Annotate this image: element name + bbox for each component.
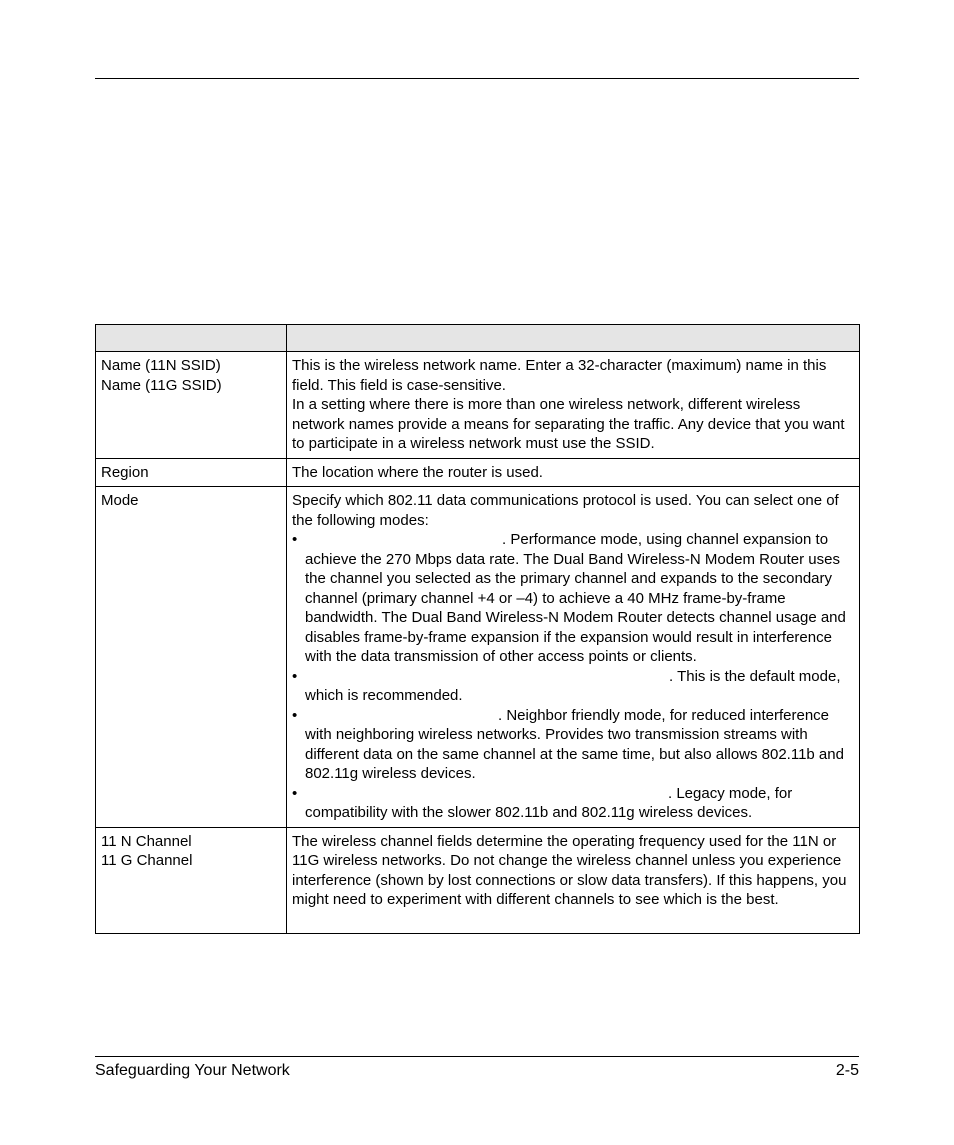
setting-cell (96, 827, 287, 933)
bullet-icon: • (292, 531, 298, 548)
bullet-text: This is the default mode, which is recommended. (305, 667, 841, 704)
header-setting (96, 325, 287, 352)
settings-table (95, 324, 860, 934)
header-rule (95, 78, 859, 79)
table-row (96, 458, 860, 487)
bullet-separator: . (498, 706, 507, 724)
setting-label: Region (101, 463, 149, 481)
mode-bullet (292, 530, 854, 667)
bullet-text: Legacy mode, for compatibility with the slower 802.11b and 802.11g wireless devices. (305, 784, 793, 821)
description-cell (287, 827, 860, 933)
description-cell (287, 487, 860, 828)
description-text: The location where the router is used. (292, 463, 543, 481)
bullet-icon: • (292, 667, 298, 685)
setting-label: 11 N Channel (101, 832, 192, 850)
bullet-separator: . (502, 531, 511, 548)
setting-cell (96, 458, 287, 487)
table-row (96, 827, 860, 933)
bullet-separator: . (668, 784, 677, 802)
bullet-text: Performance mode, using channel expansion to achieve the 270 Mbps data rate. The Dual Band Wireless-N Modem Router uses the channel you selected as the primary channel and expands to the secondary channel (primary channel +4 or –4) to achieve a 40 MHz frame-by-frame bandwidth. The Dual Band Wireless-N Modem Router detects channel usage and disables frame-by-frame expansion if the expansion would result in interference with the data transmission of other access points or clients. (305, 531, 846, 665)
mode-bullet (292, 667, 854, 706)
footer-page-number: 2-5 (835, 1062, 859, 1079)
description-cell (287, 352, 860, 459)
bullet-icon: • (292, 784, 298, 802)
setting-cell (96, 352, 287, 459)
setting-label: Name (11G SSID) (101, 376, 222, 394)
header-description (287, 325, 860, 352)
mode-bullet (292, 784, 854, 823)
description-cell (287, 458, 860, 487)
setting-label: 11 G Channel (101, 852, 193, 869)
bullet-separator: . (669, 667, 678, 685)
footer-rule (95, 1056, 859, 1057)
bullet-text: Neighbor friendly mode, for reduced interference with neighboring wireless networks. Provides two transmission streams with different data on the same channel at the same time, but also allows 802.11b and 802.11g wireless devices. (305, 706, 844, 782)
footer-section-title: Safeguarding Your Network (95, 1062, 290, 1079)
description-text: In a setting where there is more than one wireless network, different wireless network names provide a means for separating the traffic. Any device that you want to participate in a wireless network must use the SSID. (292, 396, 845, 452)
table-header-row (96, 325, 860, 352)
table-row (96, 352, 860, 459)
setting-cell (96, 487, 287, 828)
mode-bullet (292, 706, 854, 784)
description-text: The wireless channel fields determine the operating frequency used for the 11N or 11G wireless networks. Do not change the wireless channel unless you experience interference (shown by lost connections or slow data transfers). If this happens, you might need to experiment with different channels to see which is the best. (292, 832, 847, 908)
description-text: This is the wireless network name. Enter a 32-character (maximum) name in this field. This field is case-sensitive. (292, 357, 827, 394)
setting-label: Mode (101, 492, 139, 509)
description-text: Specify which 802.11 data communications protocol is used. You can select one of the following modes: (292, 492, 839, 529)
bullet-icon: • (292, 706, 298, 724)
setting-label: Name (11N SSID) (101, 357, 221, 374)
table-row (96, 487, 860, 828)
